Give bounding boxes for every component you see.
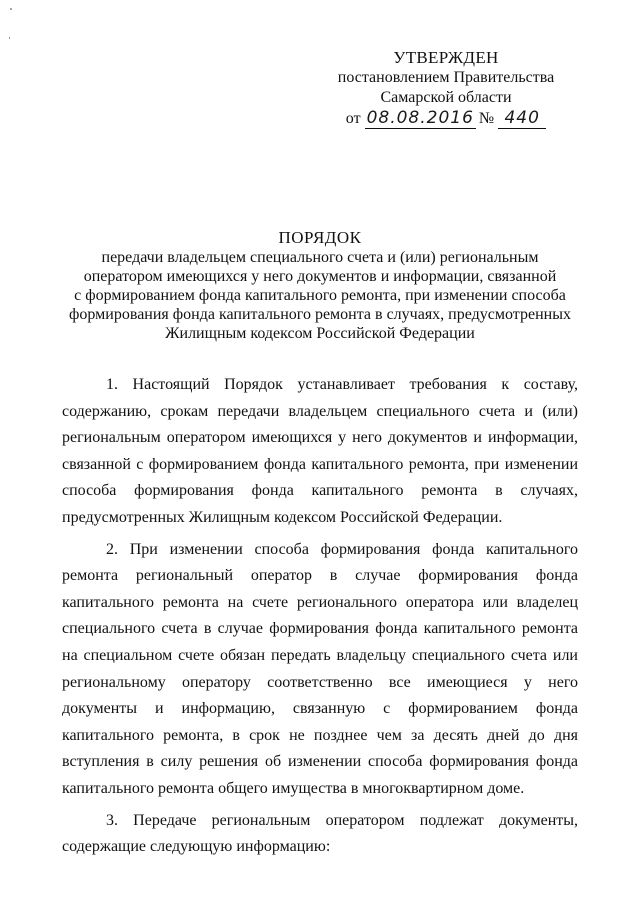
- scan-speck: [10, 8, 12, 10]
- handwritten-date: 08.08.2016: [366, 108, 474, 128]
- document-subtitle-line: Жилищным кодексом Российской Федерации: [165, 325, 475, 342]
- approval-date-line: [330, 108, 562, 129]
- paragraph-3: 3. Передаче региональным оператором подлежат документы, содержащие следующую информацию:: [62, 811, 578, 856]
- document-title-block: [60, 228, 580, 343]
- handwritten-number: 440: [498, 108, 546, 129]
- document-subtitle-line: передачи владельцем специального счета и (или) региональным: [101, 249, 539, 266]
- number-sign: №: [478, 110, 495, 127]
- scan-speck: [9, 37, 10, 39]
- document-body: [62, 372, 578, 866]
- document-subtitle-line: с формированием фонда капитального ремонта, при изменении способа: [74, 287, 566, 304]
- date-prefix: от: [345, 110, 361, 127]
- approval-stamp-block: [330, 48, 562, 129]
- approval-title: УТВЕРЖДЕН: [393, 48, 499, 67]
- paragraph-1: 1. Настоящий Порядок устанавливает требования к составу, содержанию, срокам передачи владельцем специального счета и (или) региональным оператором имеющихся у него документов и информации, связанной с формированием фонда капитального ремонта, при изменении способа формирования фонда капитального ремонта в случаях, предусмотренных Жилищным кодексом Российской Федерации.: [62, 376, 578, 526]
- paragraph-2: 2. При изменении способа формирования фонда капитального ремонта региональный оператор в случае формирования фонда капитального ремонта на счете регионального оператора или владелец специального счета в случае формирования фонда капитального ремонта на специальном счете обязан передать владельцу специального счета или региональному оператору соответственно все имеющиеся у него документы и информацию, связанную с формированием фонда капитального ремонта, в срок не позднее чем за десять дней до дня вступления в силу решения об изменении способа формирования фонда капитального ремонта общего имущества в многоквартирном доме.: [62, 540, 578, 797]
- document-subtitle-line: оператором имеющихся у него документов и информации, связанной: [83, 268, 557, 285]
- approval-line-1: постановлением Правительства: [337, 69, 555, 86]
- document-heading: ПОРЯДОК: [278, 228, 362, 247]
- approval-line-2: Самарской области: [380, 89, 512, 106]
- document-subtitle-line: формирования фонда капитального ремонта в случаях, предусмотренных: [69, 306, 571, 323]
